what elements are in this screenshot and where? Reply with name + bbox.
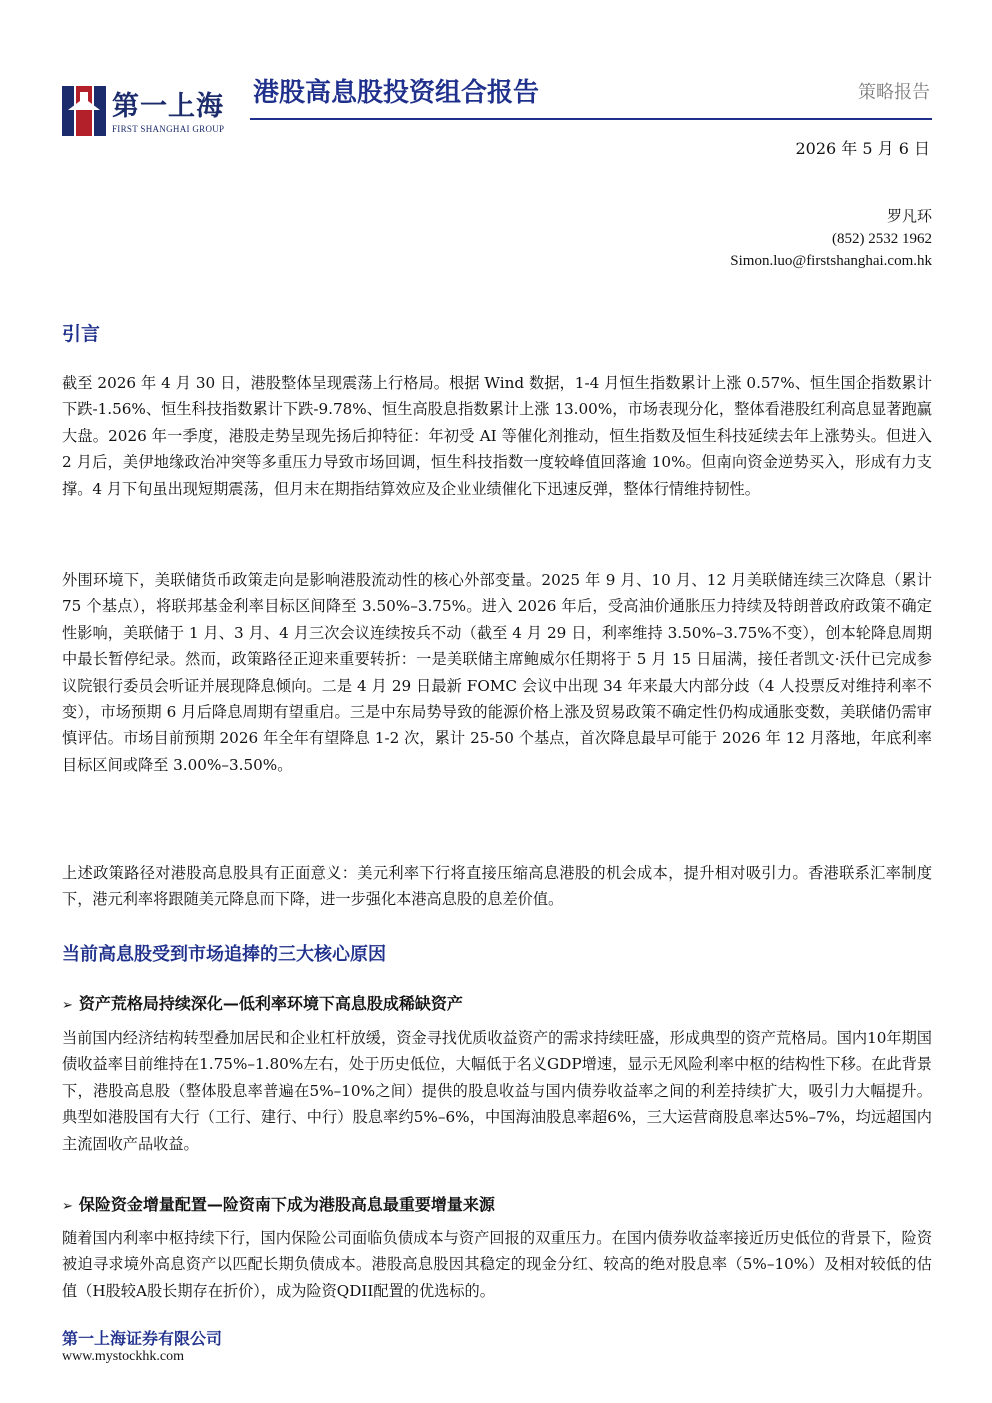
section-title-intro: 引言 bbox=[62, 323, 101, 345]
footer-website-link[interactable]: www.mystockhk.com bbox=[62, 1349, 184, 1364]
subsection-title-1-text: 资产荒格局持续深化—低利率环境下高息股成稀缺资产 bbox=[78, 994, 463, 1013]
header-divider bbox=[250, 118, 932, 120]
subsection-2-paragraph: 随着国内利率中枢持续下行，国内保险公司面临负债成本与资产回报的双重压力。在国内债券收益率接近历史低位的背景下，险资被迫寻求境外高息资产以匹配长期负债成本。港股高息股因其稳定的现金分红、较高的绝对股息率（5%–10%）及相对较低的估值（H股较A股长期存在折价），成为险资QDII配置的优选标的。 bbox=[62, 1229, 932, 1300]
section-title-reasons: 当前高息股受到市场追捧的三大核心原因 bbox=[62, 944, 386, 965]
author-name: 罗凡环 bbox=[886, 209, 932, 225]
intro-paragraph-1: 截至 2026 年 4 月 30 日，港股整体呈现震荡上行格局。根据 Wind 数据，1-4 月恒生指数累计上涨 0.57%、恒生国企指数累计下跌-1.56%、恒生科技指数累计下跌-9.78%、恒生高股息指数累计上涨 13.00%，市场表现分化，整体看港股红利高息显著跑赢大盘。2026 年一季度，港股走势呈现先扬后抑特征：年初受 AI 等催化剂推动，恒生指数及恒生科技延续去年上涨势头。但进入 2 月后，美伊地缘政治冲突等多重压力导致市场回调，恒生科技指数一度较峰值回落逾 10%。但南向资金逆势买入，形成有力支撑。4 月下旬虽出现短期震荡，但月末在期指结算效应及企业业绩催化下迅速反弹，整体行情维持韧性。 bbox=[62, 374, 932, 498]
subsection-1-paragraph: 当前国内经济结构转型叠加居民和企业杠杆放缓，资金寻找优质收益资产的需求持续旺盛，形成典型的资产荒格局。国内10年期国债收益率目前维持在1.75%–1.80%左右，处于历史低位，大幅低于名义GDP增速，显示无风险利率中枢的结构性下移。在此背景下，港股高息股（整体股息率普遍在5%–10%之间）提供的股息收益与国内债券收益率之间的利差持续扩大，吸引力大幅提升。典型如港股国有大行（工行、建行、中行）股息率约5%–6%，中国海油股息率超6%，三大运营商股息率达5%–7%，均远超国内主流固收产品收益。 bbox=[62, 1029, 932, 1153]
company-logo bbox=[62, 82, 234, 138]
subsection-title-1 bbox=[62, 991, 463, 1014]
logo-english-name: FIRST SHANGHAI GROUP bbox=[112, 124, 225, 134]
logo-chinese-name: 第一上海 bbox=[112, 91, 224, 122]
report-date: 2026 年 5 月 6 日 bbox=[795, 139, 930, 158]
subsection-title-2 bbox=[62, 1192, 495, 1215]
footer-company-name: 第一上海证券有限公司 bbox=[62, 1329, 223, 1348]
report-type-label: 策略报告 bbox=[858, 82, 930, 103]
intro-paragraph-3: 上述政策路径对港股高息股具有正面意义：美元利率下行将直接压缩高息港股的机会成本，提升相对吸引力。香港联系汇率制度下，港元利率将跟随美元降息而下降，进一步强化本港高息股的息差价值。 bbox=[62, 864, 932, 909]
intro-paragraph-2: 外围环境下，美联储货币政策走向是影响港股流动性的核心外部变量。2025 年 9 月、10 月、12 月美联储连续三次降息（累计 75 个基点），将联邦基金利率目标区间降至 3.50%–3.75%。进入 2026 年后，受高油价通胀压力持续及特朗普政府政策不确定性影响，美联储于 1 月、3 月、4 月三次会议连续按兵不动（截至 4 月 29 日，利率维持 3.50%–3.75%不变），创本轮降息周期中最长暂停纪录。然而，政策路径正迎来重要转折：一是美联储主席鲍威尔任期将于 5 月 15 日届满，接任者凯文·沃什已完成参议院银行委员会听证并展现降息倾向。二是 4 月 29 日最新 FOMC 会议中出现 34 年来最大内部分歧（4 人投票反对维持利率不变），市场预期 6 月后降息周期有望重启。三是中东局势导致的能源价格上涨及贸易政策不确定性仍构成通胀变数，美联储仍需审慎评估。市场目前预期 2026 年全年有望降息 1-2 次，累计 25-50 个基点，首次降息最早可能于 2026 年 12 月落地，年底利率目标区间或降至 3.00%–3.50%。 bbox=[62, 571, 932, 774]
subsection-title-2-text: 保险资金增量配置—险资南下成为港股高息最重要增量来源 bbox=[78, 1195, 495, 1214]
arrow-bullet-icon: ➢ bbox=[62, 998, 73, 1013]
author-email[interactable]: Simon.luo@firstshanghai.com.hk bbox=[730, 253, 932, 269]
author-block bbox=[730, 206, 932, 272]
report-title: 港股高息股投资组合报告 bbox=[253, 78, 540, 108]
logo-emblem-icon bbox=[62, 82, 108, 138]
arrow-bullet-icon: ➢ bbox=[62, 1199, 73, 1214]
author-phone: (852) 2532 1962 bbox=[832, 231, 932, 247]
